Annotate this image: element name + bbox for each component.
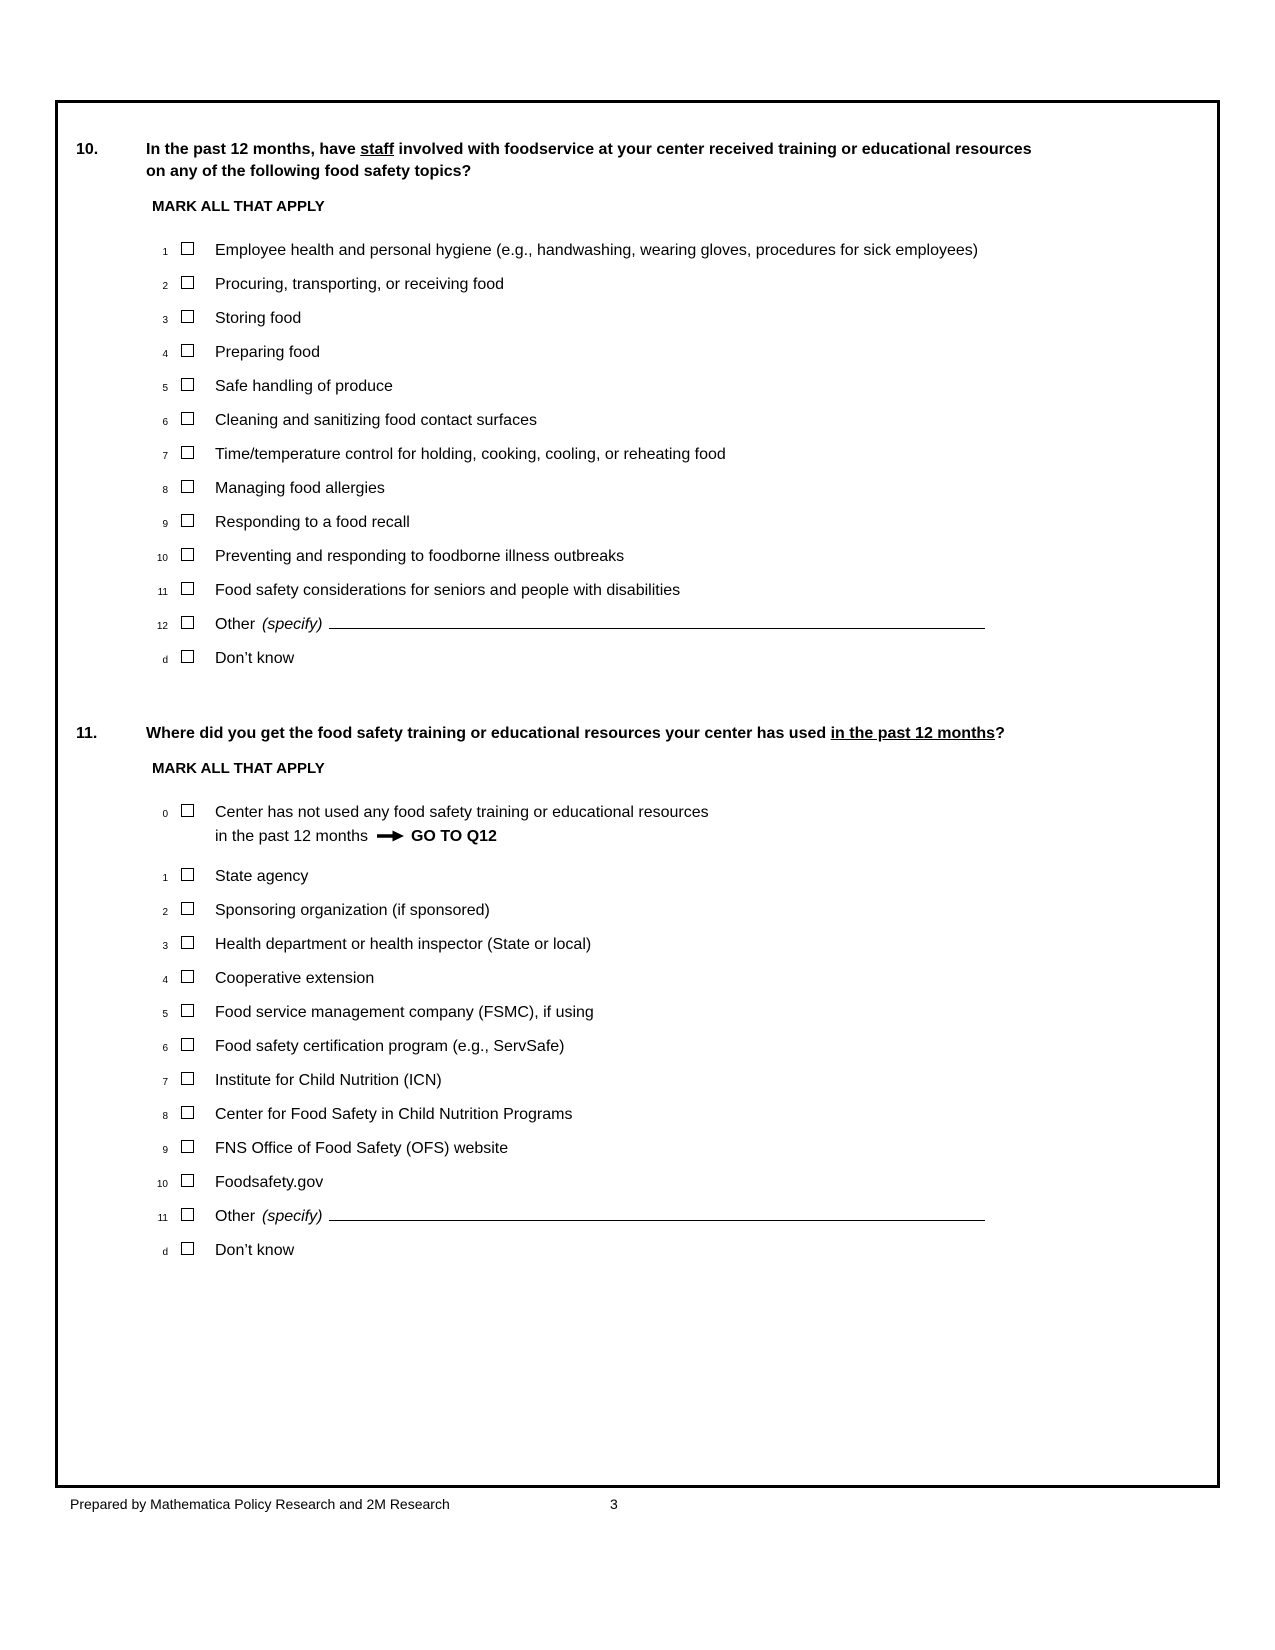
question-11-text-pre: Where did you get the food safety training or educational resources your center has used [146, 725, 831, 742]
option-label: Don’t know [215, 650, 295, 667]
q11-option-10 [150, 1171, 1162, 1197]
question-10-body [146, 139, 1162, 681]
q11-option-6 [150, 1035, 1162, 1061]
option-label: Health department or health inspector (State or local) [215, 936, 592, 953]
option-label: Cleaning and sanitizing food contact surfaces [215, 412, 537, 429]
q11-option-5 [150, 1001, 1162, 1027]
option-label: FNS Office of Food Safety (OFS) website [215, 1140, 509, 1157]
checkbox[interactable] [181, 1242, 194, 1255]
checkbox[interactable] [181, 378, 194, 391]
checkbox[interactable] [181, 970, 194, 983]
option-code: 10 [156, 1179, 168, 1190]
q11-option-8 [150, 1103, 1162, 1129]
footer-page-number: 3 [610, 1496, 618, 1512]
option-code: 11 [157, 587, 168, 598]
option-label: Cooperative extension [215, 970, 375, 987]
checkbox[interactable] [181, 276, 194, 289]
option-code: 9 [162, 1145, 168, 1156]
q10-option-11 [150, 579, 1162, 605]
checkbox[interactable] [181, 868, 194, 881]
option-label: Don’t know [215, 1242, 295, 1259]
option-code: 2 [162, 281, 168, 292]
question-11-text [146, 723, 1098, 745]
option-label: Center for Food Safety in Child Nutrition Programs [215, 1106, 573, 1123]
question-10-text-underlined: staff [360, 141, 395, 158]
q10-option-2 [150, 273, 1162, 299]
checkbox[interactable] [181, 1072, 194, 1085]
question-11-text-post: ? [995, 725, 1005, 742]
q11-option-dont-know [150, 1239, 1162, 1265]
option-code: 4 [162, 975, 168, 986]
checkbox[interactable] [181, 548, 194, 561]
specify-blank-line[interactable] [329, 1206, 985, 1221]
q11-option-3 [150, 933, 1162, 959]
question-10-options [146, 239, 1162, 673]
q11-option-7 [150, 1069, 1162, 1095]
q11-option-0-skip [150, 801, 1162, 849]
q10-option-other [150, 613, 1162, 639]
checkbox[interactable] [181, 1208, 194, 1221]
question-10-number: 10. [76, 141, 99, 158]
checkbox[interactable] [181, 582, 194, 595]
q10-option-5 [150, 375, 1162, 401]
specify-hint: (specify) [262, 1208, 323, 1225]
q10-option-1 [150, 239, 1162, 265]
q10-option-3 [150, 307, 1162, 333]
question-10-text-post: involved with foodservice at your center received training or educational resources on any of the following food safety topics? [146, 141, 1032, 180]
option-code: 6 [162, 417, 168, 428]
q10-option-4 [150, 341, 1162, 367]
question-11 [76, 723, 1162, 1273]
option-label: Food safety certification program (e.g., ServSafe) [215, 1038, 565, 1055]
option-code: 5 [162, 1009, 168, 1020]
option-label: Preparing food [215, 344, 320, 361]
question-10-text-pre: In the past 12 months, have [146, 141, 361, 158]
checkbox[interactable] [181, 242, 194, 255]
checkbox[interactable] [181, 1004, 194, 1017]
q11-option-1 [150, 865, 1162, 891]
survey-page-border [55, 100, 1220, 1488]
option-code: 5 [162, 383, 168, 394]
q10-option-8 [150, 477, 1162, 503]
option-label: Safe handling of produce [215, 378, 393, 395]
option-label: Food service management company (FSMC), if using [215, 1004, 594, 1021]
q10-option-6 [150, 409, 1162, 435]
checkbox[interactable] [181, 310, 194, 323]
option-label: Responding to a food recall [215, 514, 410, 531]
checkbox[interactable] [181, 804, 194, 817]
checkbox[interactable] [181, 936, 194, 949]
question-11-options [146, 801, 1162, 1265]
q10-option-dont-know [150, 647, 1162, 673]
option-label: State agency [215, 868, 309, 885]
q10-option-10 [150, 545, 1162, 571]
option-code: 0 [162, 809, 168, 820]
question-11-body [146, 723, 1162, 1273]
option-label: Employee health and personal hygiene (e.g., handwashing, wearing gloves, procedures for sick employees) [215, 242, 979, 259]
option-label [215, 801, 709, 849]
option-code: 8 [162, 1111, 168, 1122]
option-label: Institute for Child Nutrition (ICN) [215, 1072, 442, 1089]
q11-option-4 [150, 967, 1162, 993]
option-label: Preventing and responding to foodborne illness outbreaks [215, 548, 625, 565]
checkbox[interactable] [181, 650, 194, 663]
option-label: Foodsafety.gov [215, 1174, 324, 1191]
checkbox[interactable] [181, 1140, 194, 1153]
question-10 [76, 139, 1162, 681]
option-label: Managing food allergies [215, 480, 385, 497]
option-label: Other [215, 1208, 256, 1225]
option-code: 3 [162, 941, 168, 952]
option-code: d [162, 1247, 168, 1258]
q10-option-9 [150, 511, 1162, 537]
option-code: 10 [156, 553, 168, 564]
q11-option-9 [150, 1137, 1162, 1163]
specify-blank-line[interactable] [329, 614, 985, 629]
footer-credit: Prepared by Mathematica Policy Research and 2M Research [70, 1496, 450, 1512]
checkbox[interactable] [181, 1038, 194, 1051]
checkbox[interactable] [181, 1174, 194, 1187]
specify-hint: (specify) [262, 616, 323, 633]
option-code: 1 [162, 873, 168, 884]
option-code: 2 [162, 907, 168, 918]
question-11-instruction: MARK ALL THAT APPLY [152, 760, 325, 777]
option-label: Sponsoring organization (if sponsored) [215, 902, 490, 919]
option-code: 11 [157, 1213, 168, 1224]
option-code: 4 [162, 349, 168, 360]
option-label-other [215, 1205, 1162, 1229]
question-10-text [146, 139, 1041, 183]
option-code: 1 [162, 247, 168, 258]
skip-line2: in the past 12 months [215, 828, 368, 845]
option-label: Food safety considerations for seniors and people with disabilities [215, 582, 681, 599]
q11-option-2 [150, 899, 1162, 925]
checkbox[interactable] [181, 412, 194, 425]
option-code: 7 [162, 451, 168, 462]
question-11-number: 11. [76, 725, 98, 742]
checkbox[interactable] [181, 446, 194, 459]
option-code: d [162, 655, 168, 666]
option-code: 6 [162, 1043, 168, 1054]
option-code: 7 [162, 1077, 168, 1088]
checkbox[interactable] [181, 616, 194, 629]
checkbox[interactable] [181, 344, 194, 357]
skip-line1: Center has not used any food safety training or educational resources [215, 804, 709, 821]
option-label-other [215, 613, 1162, 637]
q10-option-7 [150, 443, 1162, 469]
option-code: 8 [162, 485, 168, 496]
checkbox[interactable] [181, 480, 194, 493]
option-label: Time/temperature control for holding, cooking, cooling, or reheating food [215, 446, 726, 463]
checkbox[interactable] [181, 902, 194, 915]
option-label: Other [215, 616, 256, 633]
goto-label: GO TO Q12 [410, 828, 497, 845]
checkbox[interactable] [181, 514, 194, 527]
goto-arrow-icon [377, 830, 404, 842]
q11-option-other [150, 1205, 1162, 1231]
question-11-text-underlined: in the past 12 months [830, 725, 996, 742]
option-label: Procuring, transporting, or receiving food [215, 276, 505, 293]
option-label: Storing food [215, 310, 302, 327]
question-10-instruction: MARK ALL THAT APPLY [152, 198, 325, 215]
checkbox[interactable] [181, 1106, 194, 1119]
option-code: 3 [162, 315, 168, 326]
option-code: 9 [162, 519, 168, 530]
option-code: 12 [156, 621, 168, 632]
